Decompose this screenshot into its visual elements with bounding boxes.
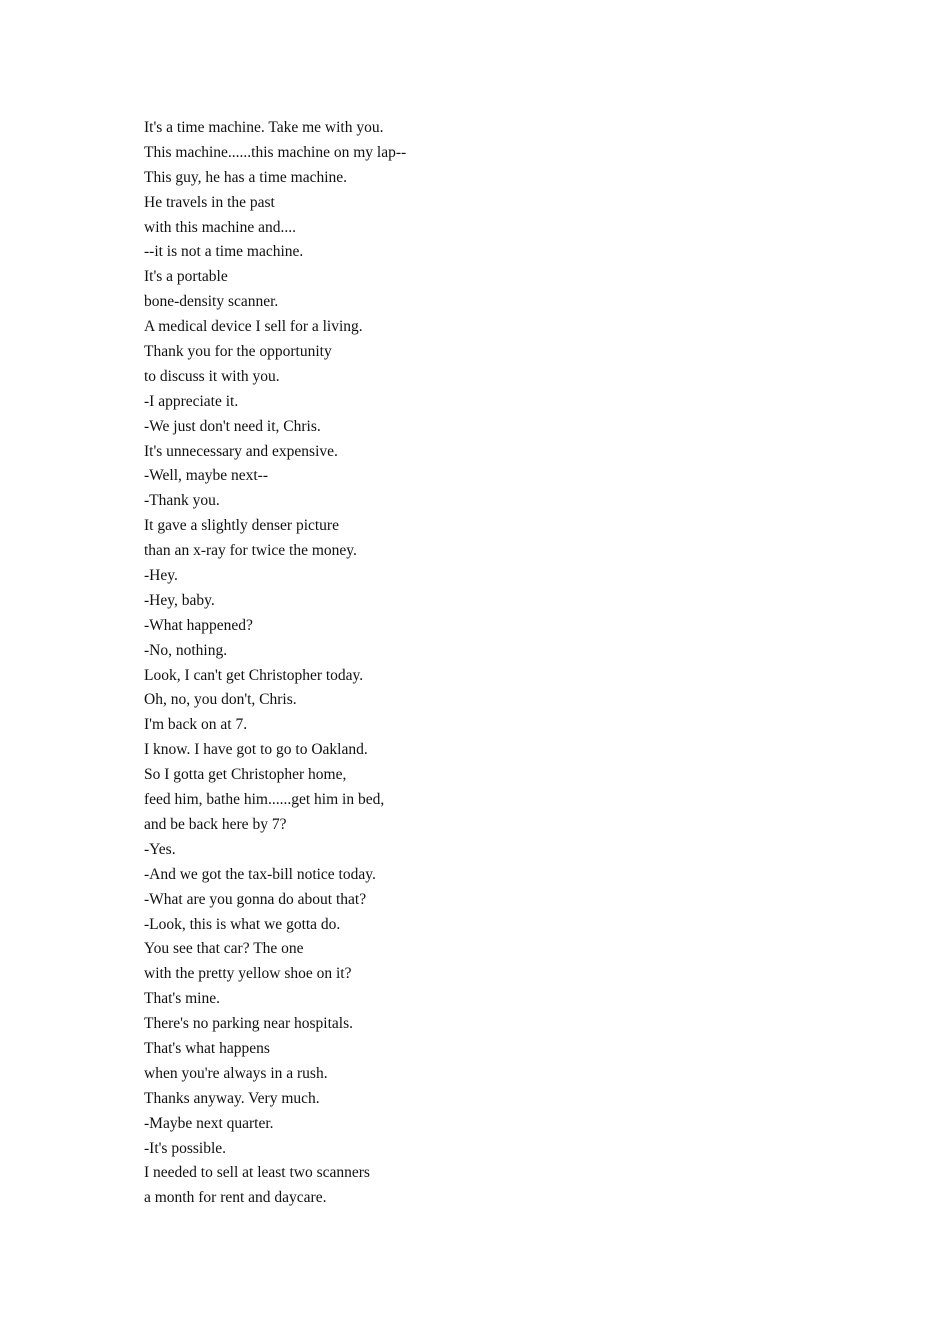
transcript-line: -Yes.	[144, 840, 176, 858]
transcript-line: with this machine and....	[144, 218, 296, 236]
transcript-line: This guy, he has a time machine.	[144, 168, 348, 186]
transcript-line: than an x-ray for twice the money.	[144, 542, 357, 560]
transcript-line: with the pretty yellow shoe on it?	[144, 965, 352, 983]
transcript-line: and be back here by 7?	[144, 815, 287, 833]
transcript-line: --it is not a time machine.	[144, 243, 304, 261]
transcript-line: I know. I have got to go to Oakland.	[144, 741, 368, 759]
transcript-line: There's no parking near hospitals.	[144, 1015, 353, 1033]
transcript-line: It's a portable	[144, 268, 228, 286]
transcript-line: -No, nothing.	[144, 641, 228, 659]
transcript-line: This machine......this machine on my lap--	[144, 143, 407, 161]
transcript-line: Look, I can't get Christopher today.	[144, 666, 364, 684]
transcript-line: He travels in the past	[144, 193, 275, 211]
transcript-line: A medical device I sell for a living.	[144, 318, 363, 336]
transcript-line: Oh, no, you don't, Chris.	[144, 691, 297, 709]
transcript-line: That's mine.	[144, 990, 220, 1008]
transcript-line: It's unnecessary and expensive.	[144, 442, 338, 460]
transcript-line: Thanks anyway. Very much.	[144, 1089, 320, 1107]
transcript-line: -What are you gonna do about that?	[144, 890, 367, 908]
transcript-line: -We just don't need it, Chris.	[144, 417, 321, 435]
transcript-line: -Hey, baby.	[144, 591, 215, 609]
transcript-text	[144, 116, 844, 1211]
transcript-line: when you're always in a rush.	[144, 1064, 328, 1082]
transcript-line: Thank you for the opportunity	[144, 343, 332, 361]
transcript-line: It gave a slightly denser picture	[144, 517, 339, 535]
transcript-line: It's a time machine. Take me with you.	[144, 119, 384, 136]
transcript-line: bone-density scanner.	[144, 293, 279, 311]
transcript-line: So I gotta get Christopher home,	[144, 766, 347, 784]
transcript-line: -Hey.	[144, 567, 178, 585]
transcript-line: -It's possible.	[144, 1139, 227, 1157]
transcript-line: -And we got the tax-bill notice today.	[144, 865, 376, 883]
transcript-line: -I appreciate it.	[144, 392, 239, 410]
transcript-line: -Well, maybe next--	[144, 467, 268, 485]
transcript-line: -What happened?	[144, 616, 253, 634]
transcript-line: a month for rent and daycare.	[144, 1189, 327, 1207]
transcript-line: I'm back on at 7.	[144, 716, 248, 734]
transcript-line: to discuss it with you.	[144, 367, 280, 385]
transcript-line: I needed to sell at least two scanners	[144, 1164, 370, 1182]
transcript-line: You see that car? The one	[144, 940, 304, 958]
transcript-line: -Maybe next quarter.	[144, 1114, 274, 1132]
transcript-line: feed him, bathe him......get him in bed,	[144, 791, 385, 809]
transcript-line: -Look, this is what we gotta do.	[144, 915, 341, 933]
transcript-line: -Thank you.	[144, 492, 220, 510]
transcript-line: That's what happens	[144, 1039, 270, 1057]
